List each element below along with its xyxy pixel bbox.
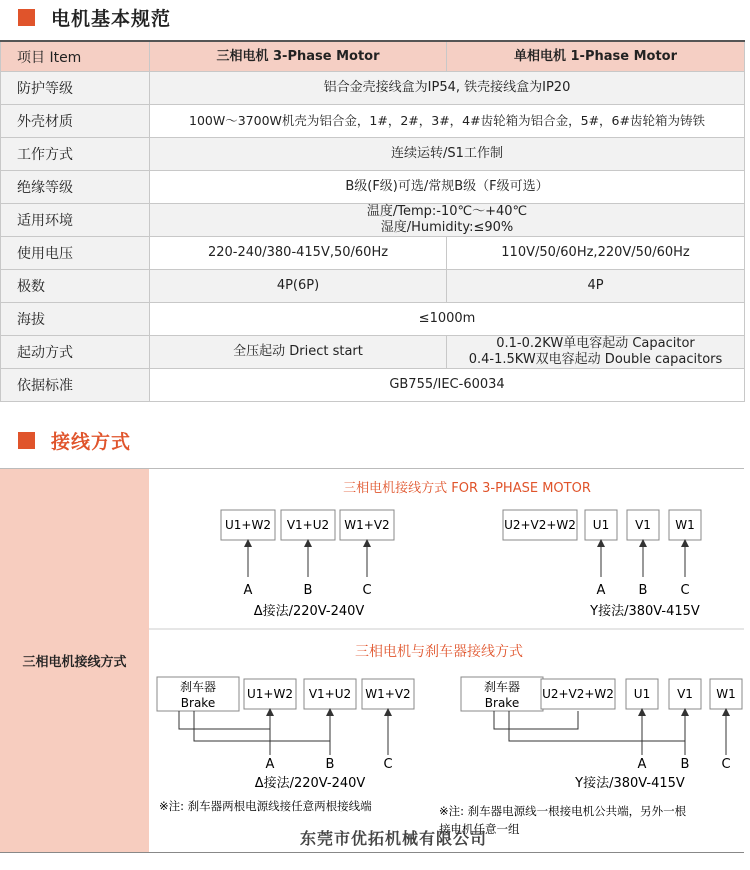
terminal-label: U2+V2+W2 xyxy=(542,687,614,701)
spec-table xyxy=(0,40,745,402)
table-row xyxy=(1,270,745,303)
diagram1-star xyxy=(503,510,701,619)
section-title: 电机基本规范 xyxy=(51,7,172,30)
row-label: 起动方式 xyxy=(1,336,150,369)
brake-wire xyxy=(494,711,578,729)
table-row xyxy=(1,72,745,105)
header-three-phase: 三相电机 3-Phase Motor xyxy=(150,41,447,72)
phase-letter: C xyxy=(680,583,690,598)
row-label: 防护等级 xyxy=(1,72,150,105)
row-value xyxy=(150,204,745,237)
row-value: 100W～3700W机壳为铝合金，1#，2#，3#，4#齿轮箱为铝合金，5#，6#齿轮箱为铸铁 xyxy=(150,105,745,138)
wiring-side-label: 三相电机接线方式 xyxy=(0,469,149,852)
terminal-label: V1+U2 xyxy=(308,687,352,701)
phase-letter: A xyxy=(596,583,606,598)
wiring-panel xyxy=(0,468,744,853)
section-title: 接线方式 xyxy=(51,430,132,453)
header-item: 项目 Item xyxy=(1,41,150,72)
terminal-label: U1 xyxy=(633,687,651,701)
phase-letter: B xyxy=(325,757,335,772)
row-label: 适用环境 xyxy=(1,204,150,237)
table-row xyxy=(1,105,745,138)
phase-letter: B xyxy=(680,757,690,772)
terminal-label: W1+V2 xyxy=(344,518,390,532)
brake-wire xyxy=(179,711,270,729)
row-label: 依据标准 xyxy=(1,369,150,402)
company-watermark: 东莞市优拓机械有限公司 xyxy=(300,829,488,848)
star-caption: Y接法/380V-415V xyxy=(575,776,685,791)
section-marker-icon xyxy=(18,432,35,449)
phase-letter: B xyxy=(303,583,313,598)
row-value-three: 220-240/380-415V,50/60Hz xyxy=(150,237,447,270)
wiring-diagrams xyxy=(149,469,744,852)
diagram2-delta xyxy=(157,677,414,791)
table-row xyxy=(1,369,745,402)
brake-wire xyxy=(194,711,330,741)
row-value-line1: 0.1-0.2KW单电容起动 Capacitor xyxy=(496,336,695,351)
row-label: 工作方式 xyxy=(1,138,150,171)
terminal-label: V1 xyxy=(635,518,651,532)
row-label: 极数 xyxy=(1,270,150,303)
diagram2-title: 三相电机与刹车器接线方式 xyxy=(355,644,523,660)
brake-label: 刹车器 xyxy=(179,680,217,694)
delta-caption: Δ接法/220V-240V xyxy=(254,776,366,791)
phase-letter: C xyxy=(383,757,393,772)
brake-label-en: Brake xyxy=(180,696,216,710)
section-header-wiring xyxy=(18,428,131,452)
row-value-line2: 0.4-1.5KW双电容起动 Double capacitors xyxy=(468,352,723,367)
row-value-line2: 湿度/Humidity:≤90% xyxy=(380,220,514,235)
note-right-line1: ※注: 刹车器电源线一根接电机公共端，另外一根 xyxy=(439,804,687,818)
phase-letter: C xyxy=(362,583,372,598)
brake-label: 刹车器 xyxy=(483,680,521,694)
row-value-three: 全压起动 Driect start xyxy=(150,336,447,369)
phase-letter: A xyxy=(265,757,275,772)
header-single-phase: 单相电机 1-Phase Motor xyxy=(447,41,745,72)
row-label: 绝缘等级 xyxy=(1,171,150,204)
table-row xyxy=(1,303,745,336)
diagram1-title: 三相电机接线方式 FOR 3-PHASE MOTOR xyxy=(343,481,591,496)
phase-letter: B xyxy=(638,583,648,598)
row-value: 连续运转/S1工作制 xyxy=(150,138,745,171)
diagram2-star xyxy=(461,677,742,791)
table-row xyxy=(1,138,745,171)
row-value: B级(F级)可选/常规B级（F级可选） xyxy=(150,171,745,204)
delta-caption: Δ接法/220V-240V xyxy=(253,604,365,619)
terminal-label: V1+U2 xyxy=(286,518,330,532)
table-row xyxy=(1,336,745,369)
terminal-label: U2+V2+W2 xyxy=(504,518,576,532)
section-header-spec xyxy=(18,5,171,29)
terminal-label: V1 xyxy=(677,687,693,701)
row-label: 海拔 xyxy=(1,303,150,336)
row-value-single: 4P xyxy=(447,270,745,303)
row-value-single: 110V/50/60Hz,220V/50/60Hz xyxy=(447,237,745,270)
note-right-line2: 接电机任意一组 xyxy=(439,822,520,836)
terminal-label: W1 xyxy=(675,518,695,532)
brake-label-en: Brake xyxy=(484,696,520,710)
phase-letter: C xyxy=(721,757,731,772)
row-value: 铝合金壳接线盒为IP54, 铁壳接线盒为IP20 xyxy=(150,72,745,105)
phase-letter: A xyxy=(637,757,647,772)
note-left: ※注: 刹车器两根电源线接任意两根接线端 xyxy=(159,799,372,813)
table-row xyxy=(1,237,745,270)
row-value-line1: 温度/Temp:-10℃～+40℃ xyxy=(366,204,528,219)
star-caption: Y接法/380V-415V xyxy=(590,604,700,619)
row-value: GB755/IEC-60034 xyxy=(150,369,745,402)
section-marker-icon xyxy=(18,9,35,26)
row-label: 使用电压 xyxy=(1,237,150,270)
brake-wire xyxy=(509,711,685,741)
terminal-label: W1 xyxy=(716,687,736,701)
row-label: 外壳材质 xyxy=(1,105,150,138)
table-row xyxy=(1,171,745,204)
table-header-row xyxy=(1,41,745,72)
terminal-label: U1 xyxy=(592,518,610,532)
row-value-three: 4P(6P) xyxy=(150,270,447,303)
terminal-label: U1+W2 xyxy=(225,518,271,532)
row-value: ≤1000m xyxy=(150,303,745,336)
phase-letter: A xyxy=(243,583,253,598)
terminal-label: W1+V2 xyxy=(365,687,411,701)
diagram1-delta xyxy=(221,510,394,619)
table-row xyxy=(1,204,745,237)
row-value-single xyxy=(447,336,745,369)
terminal-label: U1+W2 xyxy=(247,687,293,701)
